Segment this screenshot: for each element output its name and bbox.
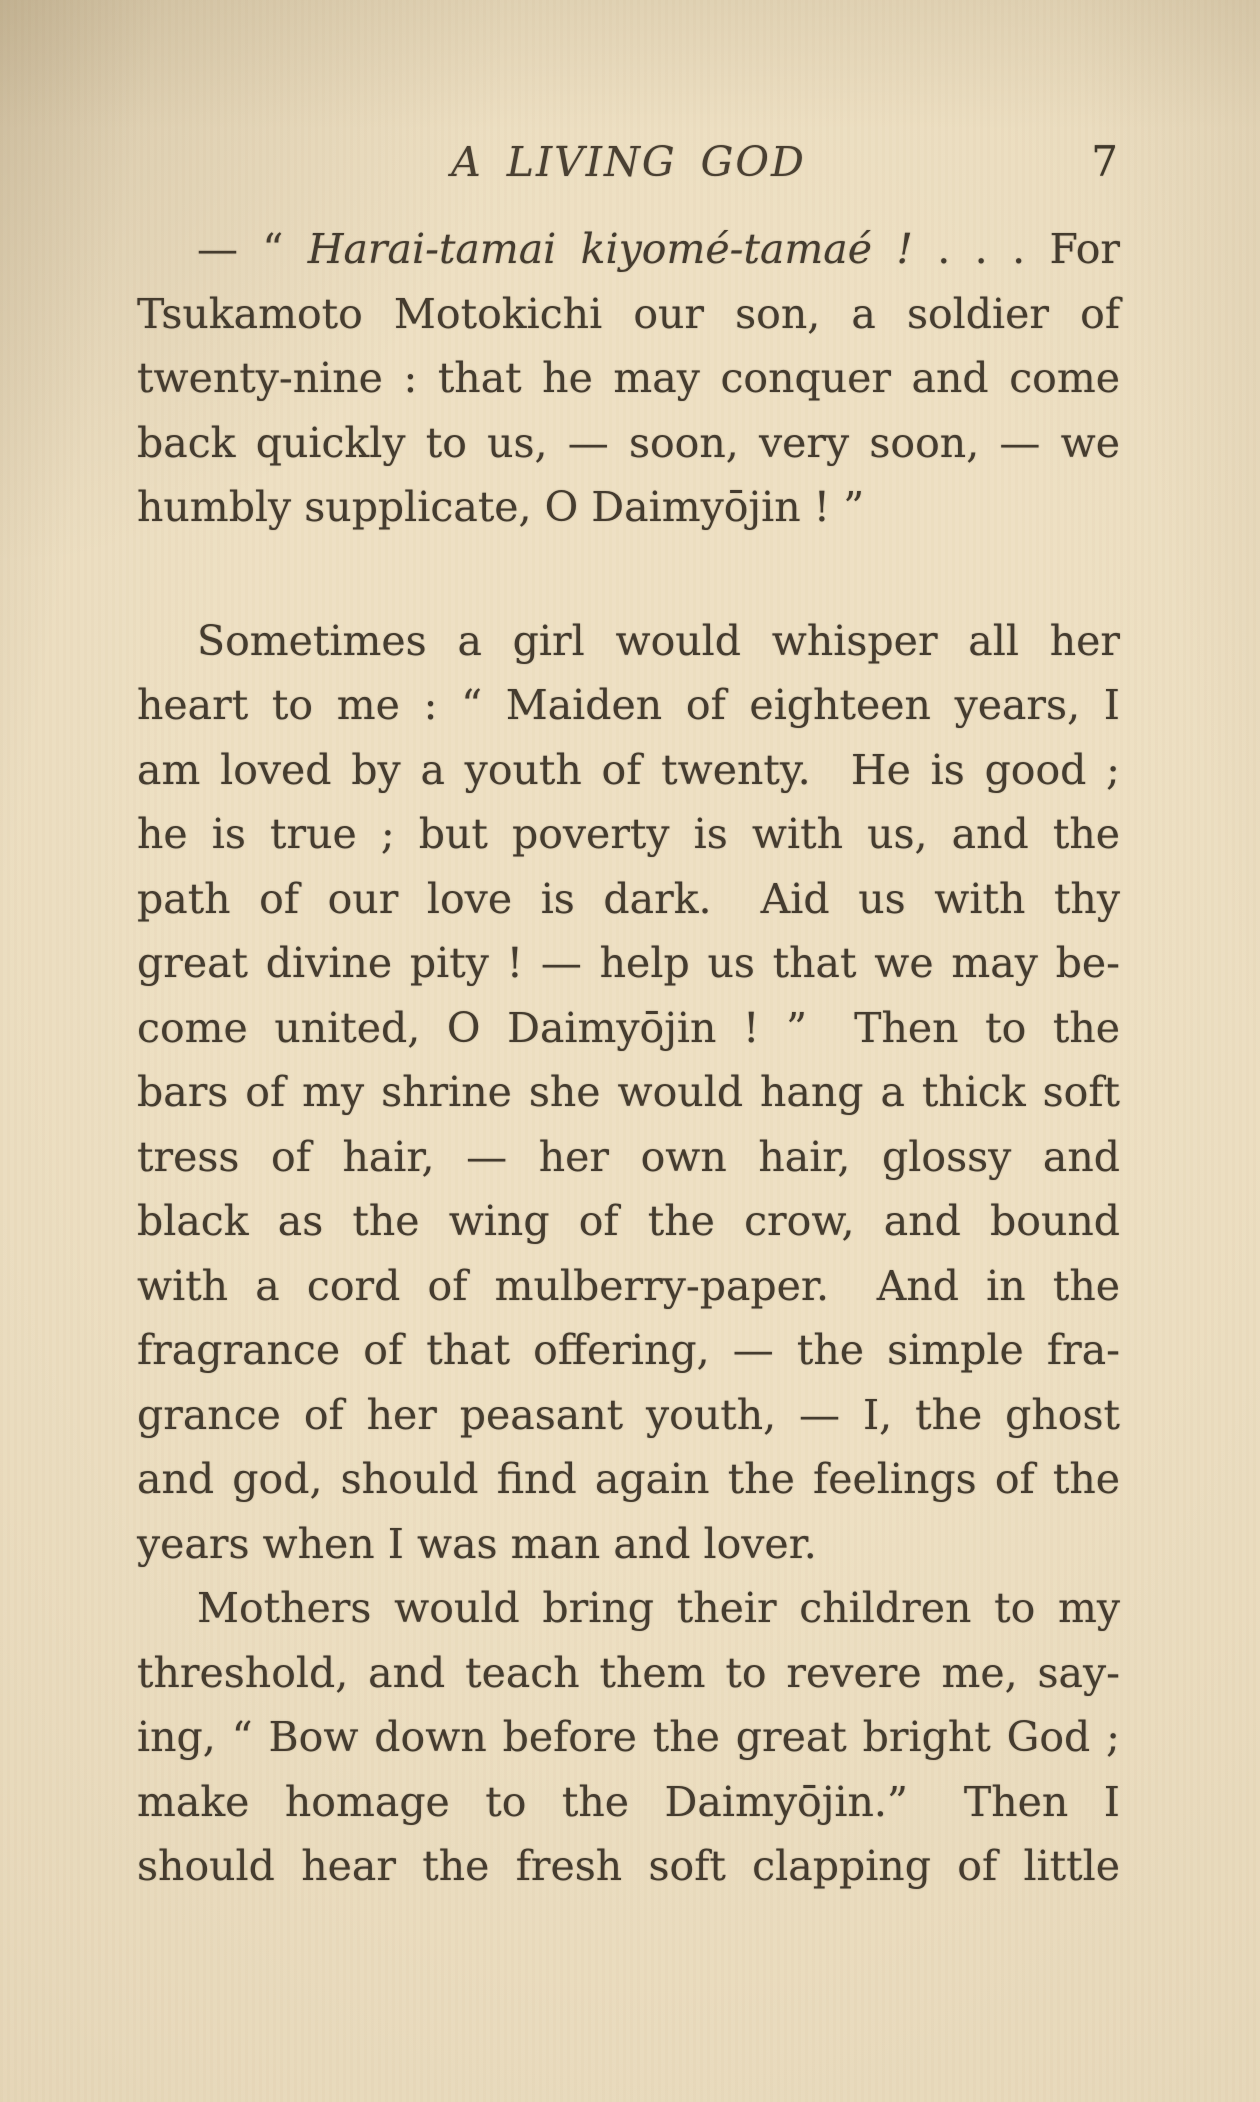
text-line — [137, 1447, 1120, 1512]
text-line — [137, 475, 1120, 540]
text-line — [137, 1512, 1120, 1577]
running-head — [137, 136, 1120, 188]
text-line — [137, 282, 1120, 347]
text-line — [137, 609, 1120, 674]
text-segment: twenty-nine : that he may conquer and come — [137, 354, 1120, 402]
text-segment: Tsukamoto Motokichi our son, a soldier of — [137, 289, 1120, 338]
text-line — [137, 1641, 1120, 1706]
text-segment: threshold, and teach them to revere me, say- — [137, 1648, 1120, 1697]
text-segment: he is true ; but poverty is with us, and the — [137, 810, 1120, 858]
text-segment: make homage to the Daimyōjin.” Then I — [137, 1777, 1120, 1826]
text-line — [137, 996, 1120, 1061]
italic-text-segment: Harai-tamai kiyomé-tamaé ! — [307, 225, 913, 273]
text-segment: and god, should find again the feelings of the — [137, 1455, 1120, 1503]
text-segment: path of our love is dark. Aid us with thy — [137, 874, 1120, 923]
text-line — [137, 346, 1120, 411]
text-segment: am loved by a youth of twenty. He is good ; — [137, 745, 1120, 794]
page-number: 7 — [1091, 137, 1118, 186]
text-segment: fragrance of that offering, — the simple fra- — [137, 1326, 1120, 1374]
text-line — [137, 1125, 1120, 1190]
text-segment: bars of my shrine she would hang a thick soft — [137, 1068, 1120, 1116]
text-segment: humbly supplicate, O Daimyōjin ! ” — [137, 483, 865, 531]
text-line — [137, 411, 1120, 476]
text-line — [137, 673, 1120, 738]
text-segment: come united, O Daimyōjin ! ” Then to the — [137, 1003, 1120, 1052]
text-segment: Mothers would bring their children to my — [197, 1584, 1120, 1632]
text-line — [137, 1383, 1120, 1448]
text-segment: years when I was man and lover. — [137, 1519, 817, 1568]
text-line — [137, 1576, 1120, 1641]
text-segment: grance of her peasant youth, — I, the ghost — [137, 1390, 1120, 1439]
text-line — [137, 867, 1120, 932]
text-line — [137, 802, 1120, 867]
text-segment: black as the wing of the crow, and bound — [137, 1197, 1120, 1245]
text-line — [137, 217, 1120, 282]
text-segment: Sometimes a girl would whisper all her — [197, 616, 1120, 665]
running-head-title: A LIVING GOD — [451, 138, 806, 186]
text-segment: great divine pity ! — help us that we may be- — [137, 939, 1120, 987]
text-segment: back quickly to us, — soon, very soon, — we — [137, 418, 1120, 467]
text-segment: with a cord of mulberry-paper. And in the — [137, 1261, 1120, 1310]
text-line — [137, 1834, 1120, 1899]
text-line — [137, 1060, 1120, 1125]
text-line — [137, 1254, 1120, 1319]
text-line — [137, 1770, 1120, 1835]
text-segment: . . . For — [912, 225, 1120, 273]
page-text — [137, 217, 1120, 1899]
text-segment: heart to me : “ Maiden of eighteen years, I — [137, 681, 1120, 729]
text-segment: should hear the fresh soft clapping of little — [137, 1842, 1120, 1890]
text-line — [137, 738, 1120, 803]
paragraph — [137, 1576, 1120, 1899]
paragraph — [137, 609, 1120, 1577]
text-line — [137, 1705, 1120, 1770]
text-segment: — “ — [197, 225, 308, 273]
text-segment: tress of hair, — her own hair, glossy and — [137, 1132, 1120, 1181]
text-line — [137, 931, 1120, 996]
text-line — [137, 1318, 1120, 1383]
text-line — [137, 1189, 1120, 1254]
paragraph — [137, 217, 1120, 540]
text-segment: ing, “ Bow down before the great bright God ; — [137, 1713, 1120, 1761]
